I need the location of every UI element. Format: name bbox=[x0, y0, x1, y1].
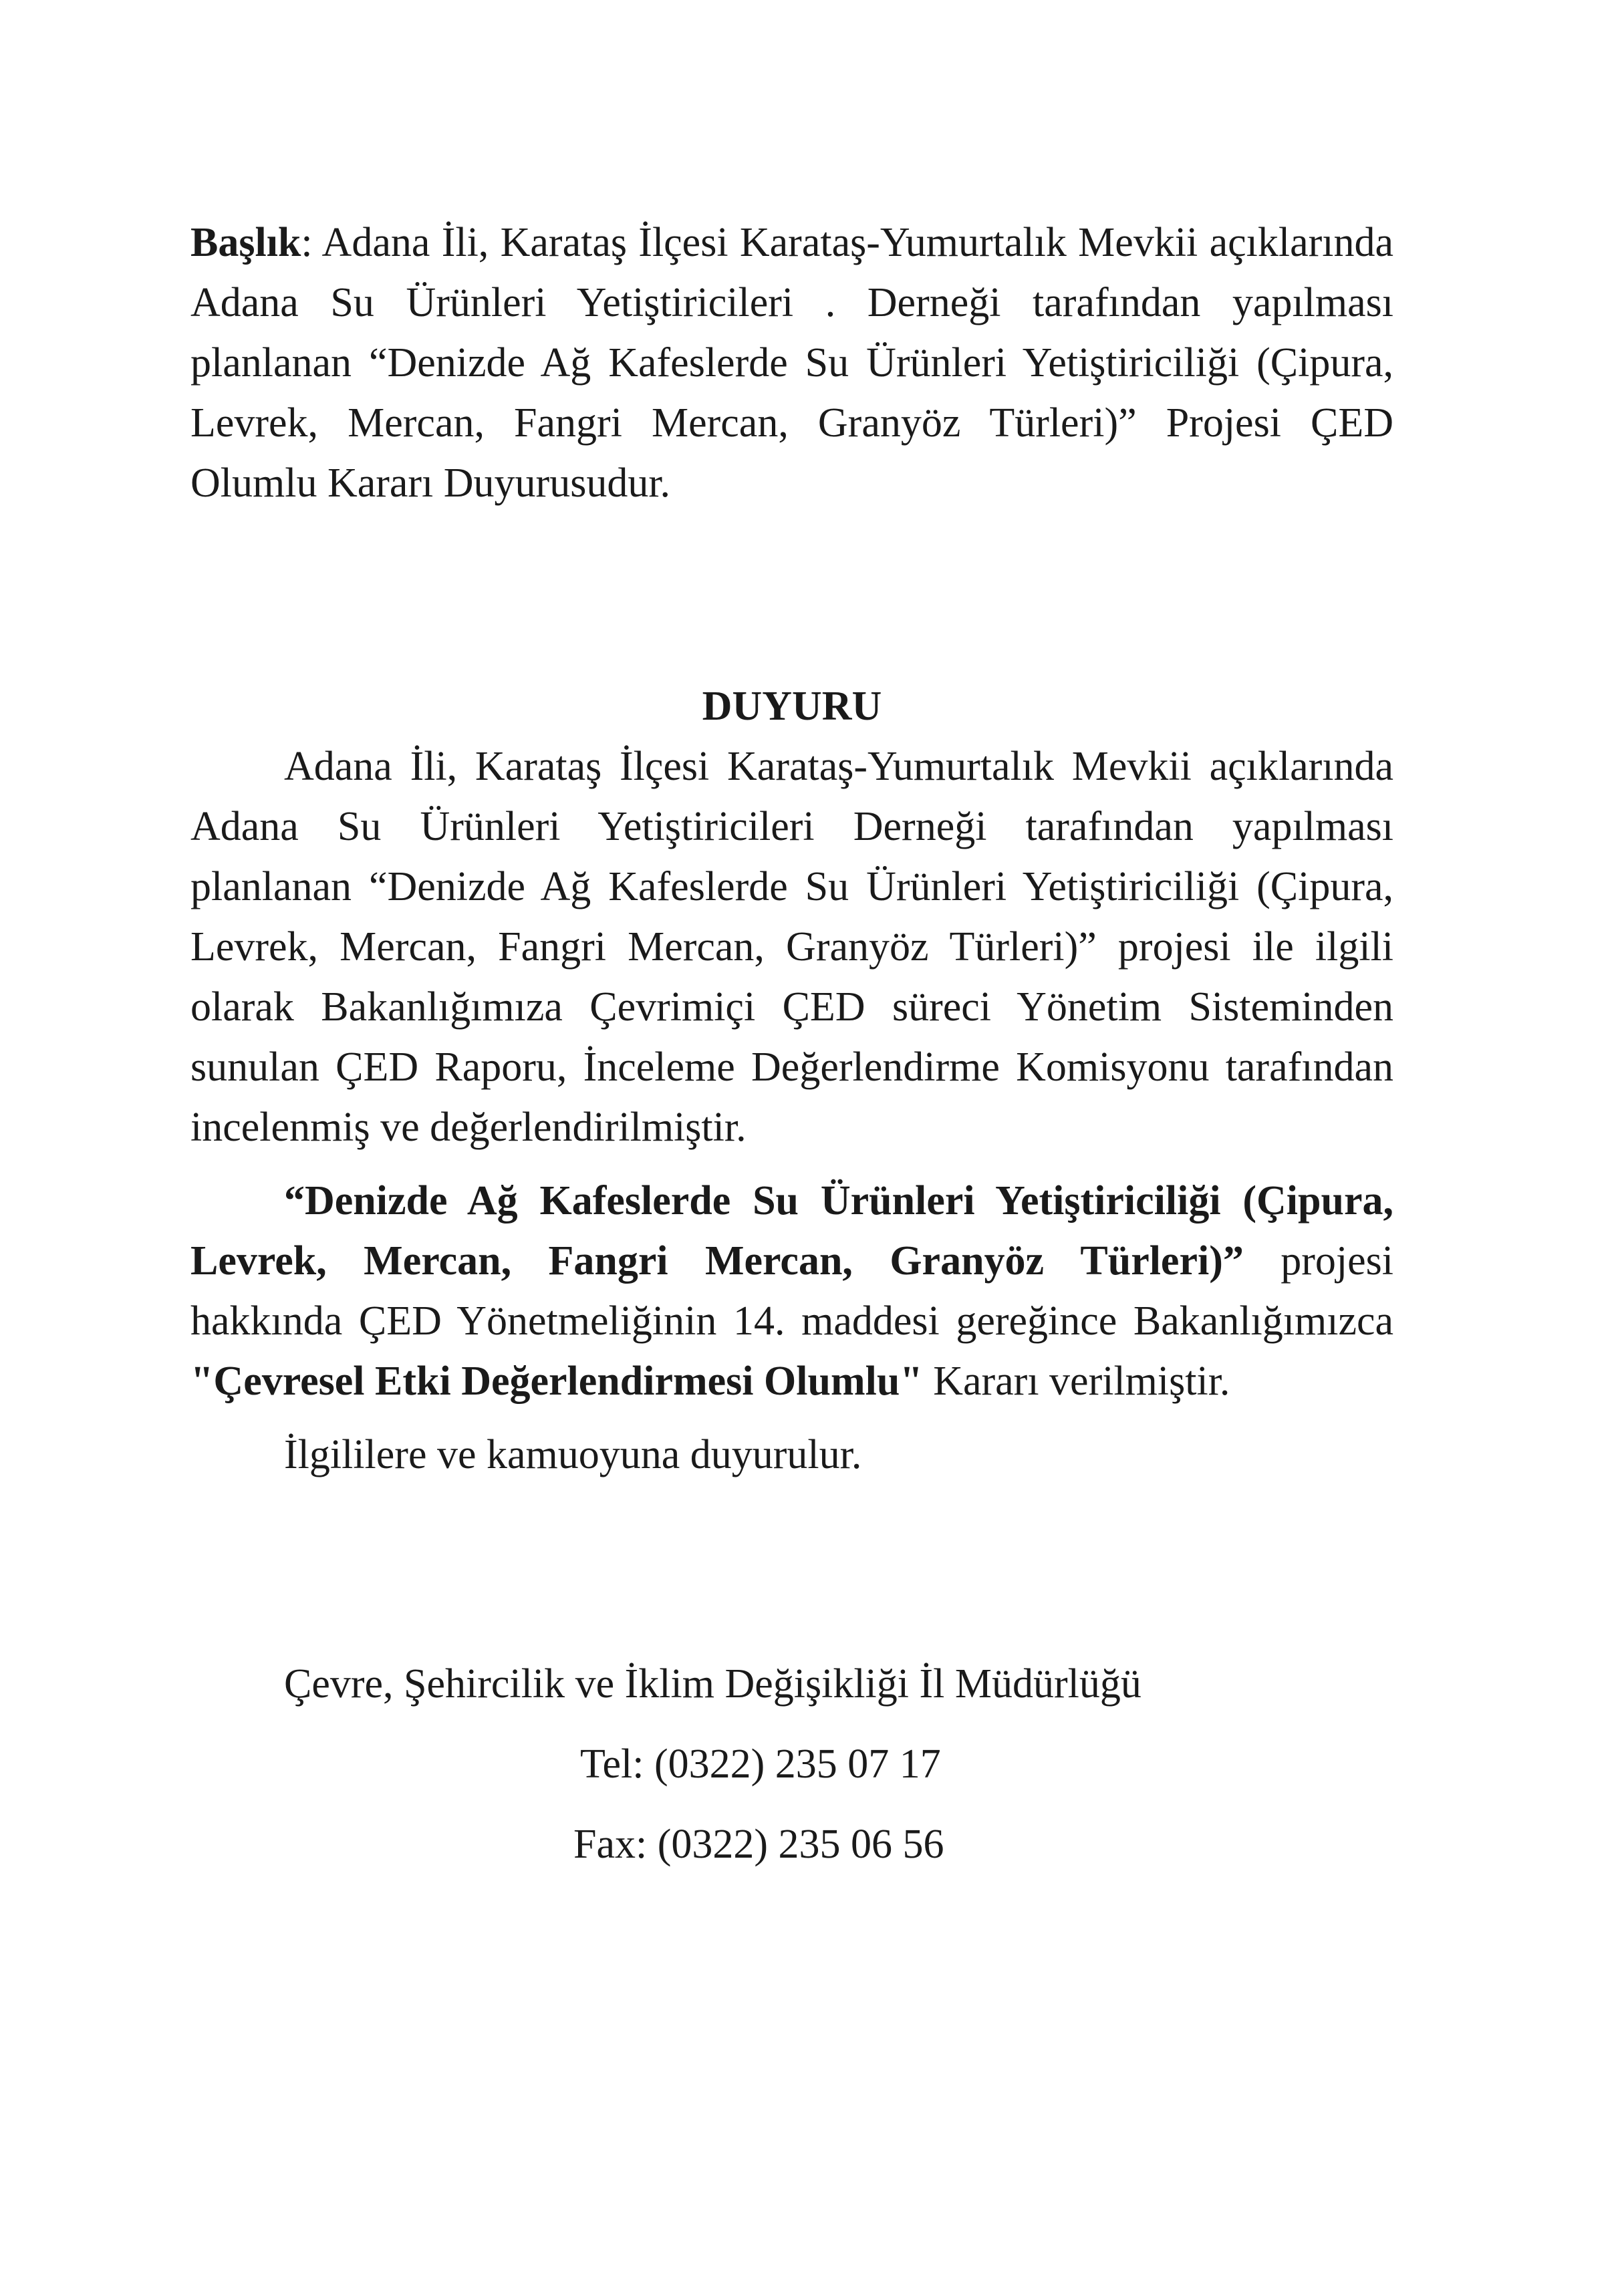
signature-fax: Fax: (0322) 235 06 56 bbox=[573, 1822, 944, 1867]
signature-tel: Tel: (0322) 235 07 17 bbox=[580, 1741, 941, 1787]
project-name-bold: “Denizde Ağ Kafeslerde Su Ürünleri Yetiştiriciliği (Çipura, Levrek, Mercan, Fangri Mercan, Granyöz Türleri)” bbox=[190, 1178, 1393, 1284]
announcement-paragraph-2 bbox=[190, 1171, 1393, 1411]
announcement-heading: DUYURU bbox=[702, 684, 882, 729]
announcement-paragraph-1: Adana İli, Karataş İlçesi Karataş-Yumurtalık Mevkii açıklarında Adana Su Ürünleri Yetiştiricileri Derneği tarafından yapılması planlanan “Denizde Ağ Kafeslerde Su Ürünleri Yetiştiriciliği (Çipura, Levrek, Mercan, Fangri Mercan, Granyöz Türleri)” projesi ile ilgili olarak Bakanlığımıza Çevrimiçi ÇED süreci Yönetim Sisteminden sunulan ÇED Raporu, İnceleme Değerlendirme Komisyonu tarafından incelenmiş ve değerlendirilmiştir. bbox=[190, 744, 1393, 1150]
title-block bbox=[190, 212, 1393, 513]
decision-bold: "Çevresel Etki Değerlendirmesi Olumlu" bbox=[190, 1358, 923, 1404]
title-text: : Adana İli, Karataş İlçesi Karataş-Yumurtalık Mevkii açıklarında Adana Su Ürünleri Yetiştiricileri . Derneği tarafından yapılması planlanan “Denizde Ağ Kafeslerde Su Ürünleri Yetiştiriciliği (Çipura, Levrek, Mercan, Fangri Mercan, Granyöz Türleri)” Projesi ÇED Olumlu Kararı Duyurusudur. bbox=[190, 220, 1393, 506]
paragraph-2-end: Kararı verilmiştir. bbox=[922, 1358, 1230, 1404]
paragraph-2-middle: projesi hakkında ÇED Yönetmeliğinin 14. maddesi gereğince Bakanlığımızca bbox=[190, 1238, 1393, 1344]
closing-line: İlgililere ve kamuoyuna duyurulur. bbox=[284, 1432, 862, 1477]
title-label: Başlık bbox=[190, 220, 301, 265]
announcement-body bbox=[190, 736, 1393, 1485]
signature-office: Çevre, Şehircilik ve İklim Değişikliği İl Müdürlüğü bbox=[284, 1661, 1142, 1707]
